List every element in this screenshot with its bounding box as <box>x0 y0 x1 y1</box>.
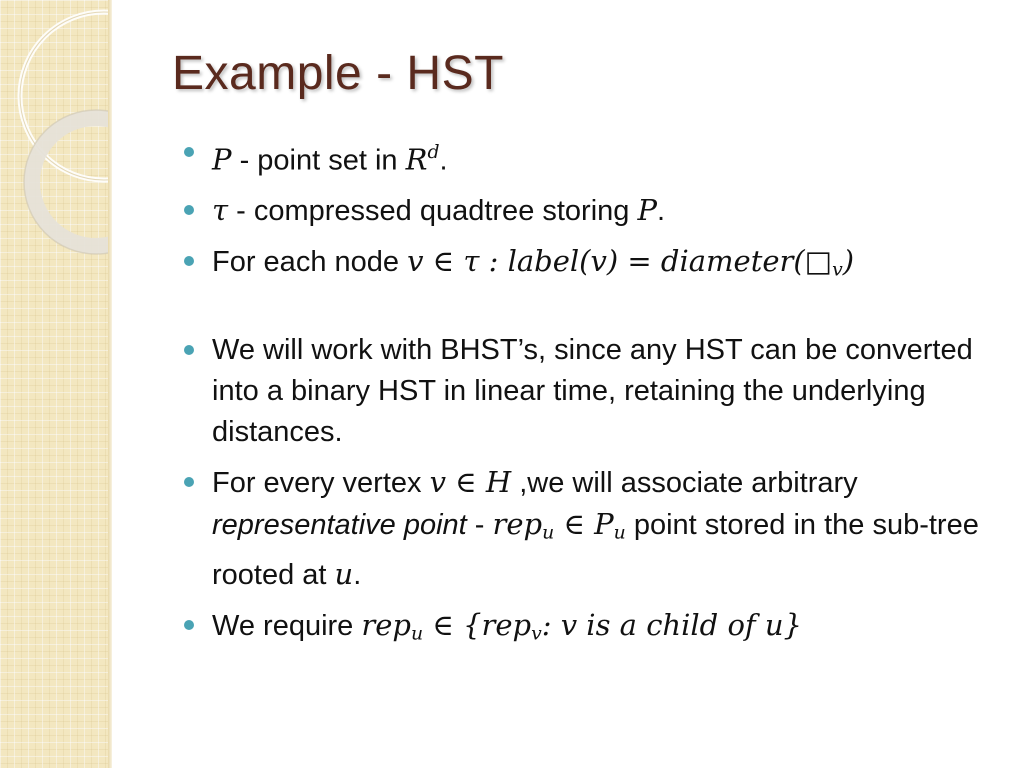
bullet-icon <box>184 205 194 215</box>
math-text: : v is a child of u} <box>541 607 802 642</box>
bullet-text: We require <box>212 609 362 642</box>
math-text: ∈ {rep <box>423 607 532 642</box>
bullet-text: . <box>657 195 666 228</box>
subscript: u <box>542 522 555 544</box>
bullet-text: point stored in the sub-tree rooted at <box>212 509 979 591</box>
math-text: u <box>334 556 354 591</box>
bullet-text: We will work with BHST’s, since any HST can be converted into a binary HST in linear time, retaining the underlying distances. <box>212 334 973 448</box>
math-text: v ∈ τ : label(v) = diameter(□ <box>407 244 833 279</box>
bullet-icon <box>184 620 194 630</box>
bullet-item <box>182 462 992 596</box>
math-text: R <box>405 142 428 177</box>
math-text: ∈ P <box>554 507 614 541</box>
spacer <box>182 291 992 330</box>
bullet-item <box>182 605 992 655</box>
superscript: d <box>427 142 440 163</box>
bullet-text: . <box>353 558 362 591</box>
ring-decoration-icon <box>0 0 112 768</box>
bullet-item <box>182 330 992 453</box>
bullet-item <box>182 190 992 232</box>
bullet-list <box>182 132 992 654</box>
subscript: u <box>410 623 424 645</box>
math-text: P <box>212 142 232 177</box>
sidebar-edge <box>108 0 112 768</box>
bullet-icon <box>184 147 194 157</box>
bullet-text: - <box>466 509 493 541</box>
bullet-text: For each node <box>212 246 408 279</box>
subscript: v <box>531 623 542 645</box>
bullet-text: For every vertex <box>212 467 430 499</box>
math-text: τ <box>212 193 229 228</box>
decorative-sidebar <box>0 0 112 768</box>
bullet-text: - point set in <box>231 144 406 177</box>
bullet-item <box>182 132 992 181</box>
slide-title: Example - HST <box>172 47 504 100</box>
bullet-text: - compressed quadtree storing <box>228 195 638 228</box>
math-text: rep <box>361 607 411 642</box>
bullet-item <box>182 241 992 291</box>
math-text: rep <box>492 507 543 541</box>
math-text: ) <box>842 244 855 279</box>
bullet-text: . <box>439 144 448 177</box>
bullet-icon <box>184 477 194 487</box>
subscript: v <box>832 260 843 281</box>
bullet-icon <box>184 256 194 266</box>
bullet-text: ,we will associate arbitrary <box>511 467 858 499</box>
emphasis-text: representative point <box>212 509 467 541</box>
math-text: v ∈ H <box>429 465 512 499</box>
bullet-icon <box>184 345 194 355</box>
math-text: P <box>637 193 657 228</box>
subscript: u <box>613 522 626 544</box>
